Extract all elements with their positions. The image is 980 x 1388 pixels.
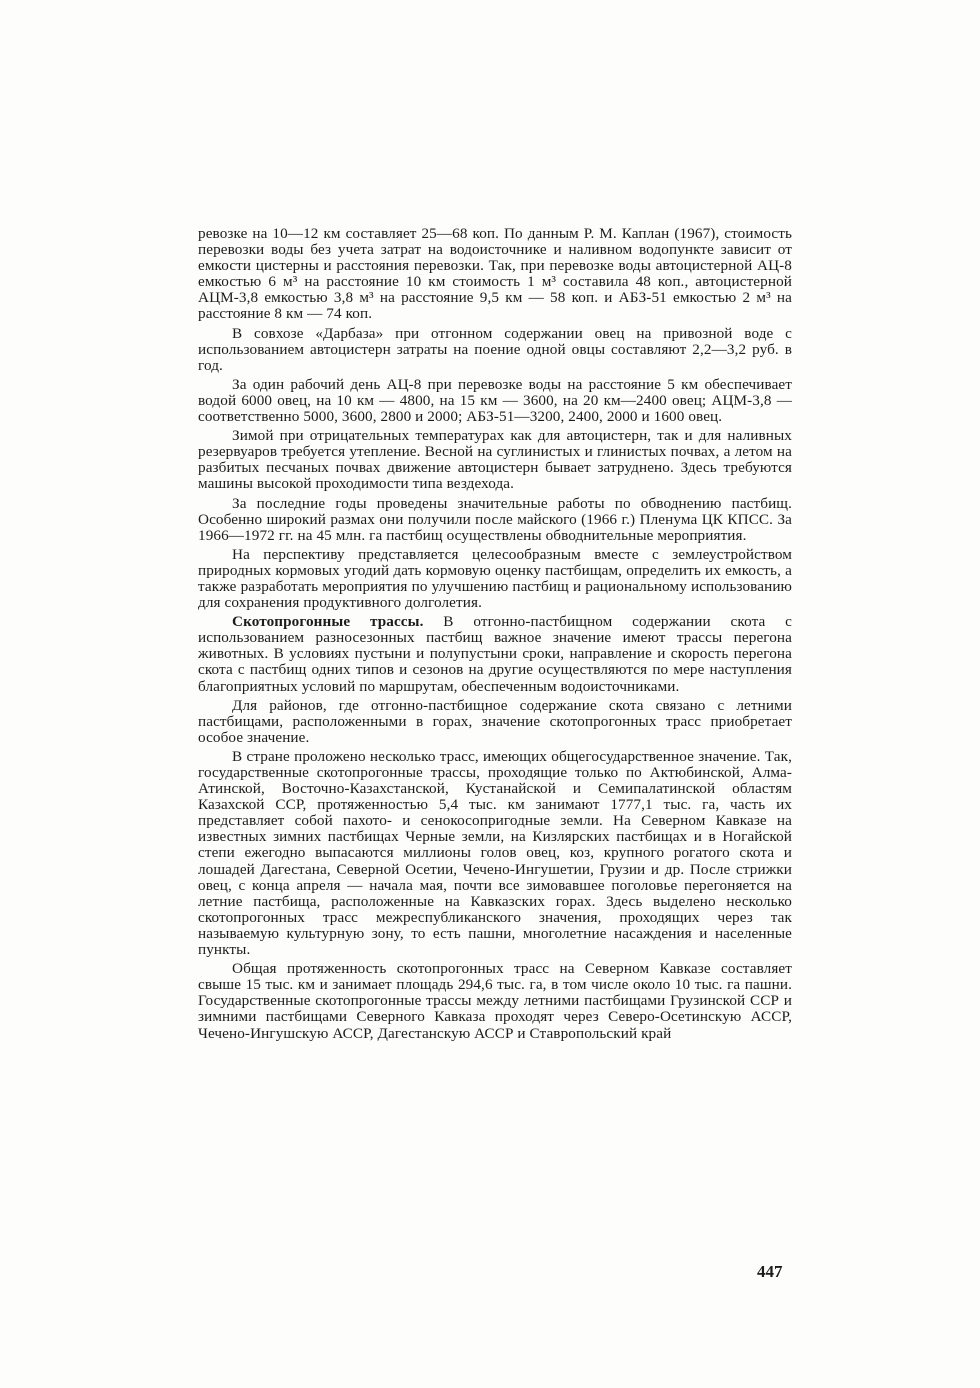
section-heading: Скотопрогонные трассы. bbox=[232, 613, 424, 631]
paragraph-7 bbox=[198, 614, 792, 694]
paragraph-6: На перспективу представляется целесообразным вместе с землеустройством природных кормовых угодий дать кормовую оценку пастбищам, определить их емкость, а также разработать мероприятия по улучшению пастбищ и рациональному использованию для сохранения продуктивного долголетия. bbox=[198, 545, 792, 612]
paragraph-2: В совхозе «Дарбаза» при отгонном содержании овец на привозной воде с использованием автоцистерн затраты на поение одной овцы составляют 2,2—3,2 руб. в год. bbox=[198, 324, 792, 374]
paragraph-3: За один рабочий день АЦ-8 при перевозке воды на расстояние 5 км обеспечивает водой 6000 овец, на 10 км — 4800, на 15 км — 3600, на 20 км—2400 овец; АЦМ-3,8 — соответственно 5000, 3600, 2800 и 2000; АБЗ-51—3200, 2400, 2000 и 1600 овец. bbox=[198, 375, 792, 426]
paragraph-5: За последние годы проведены значительные работы по обводнению пастбищ. Особенно широкий размах они получили после майского (1966 г.) Пленума ЦК КПСС. За 1966—1972 гг. на 45 млн. га пастбищ осуществлены обводнительные мероприятия. bbox=[198, 494, 792, 544]
paragraph-4: Зимой при отрицательных температурах как для автоцистерн, так и для наливных резервуаров требуется утепление. Весной на суглинистых и глинистых почвах, а летом на разбитых песчаных почвах движение автоцистерн бывает затруднено. Здесь требуются машины высокой проходимости типа вездехода. bbox=[198, 427, 792, 493]
paragraph-10: Общая протяженность скотопрогонных трасс на Северном Кавказе составляет свыше 15 тыс. км и занимает площадь 294,6 тыс. га, в том числе около 10 тыс. га пашни. Государственные скотопрогонные трассы между летними пастбищами Грузинской ССР и зимними пастбищами Северного Кавказа проходят через Северо-Осетинскую АССР, Чечено-Ингушскую АССР, Дагестанскую АССР и Ставропольский край bbox=[198, 960, 792, 1042]
page-number: 447 bbox=[757, 1262, 783, 1281]
paragraph-1: ревозке на 10—12 км составляет 25—68 коп. По данным Р. М. Каплан (1967), стоимость перевозки воды без учета затрат на водоисточнике и наливном водопункте зависит от емкости цистерны и расстояния перевозки. Так, при перевозке воды автоцистерной АЦ-8 емкостью 6 м³ на расстояние 10 км стоимость 1 м³ составила 48 коп., автоцистерной АЦМ-3,8 емкостью 3,8 м³ на расстояние 9,5 км — 58 коп. и АБЗ-51 емкостью 2 м³ на расстояние 8 км — 74 коп. bbox=[198, 225, 792, 323]
paragraph-9: В стране проложено несколько трасс, имеющих общегосударственное значение. Так, государственные скотопрогонные трассы, проходящие только по Актюбинской, Алма-Атинской, Восточно-Казахстанской, Кустанайской и Семипалатинской областям Казахской ССР, протяженностью 5,4 тыс. км занимают 1777,1 тыс. га, часть их представляет собой пахото- и сенокосопригодные земли. На Северном Кавказе на известных зимних пастбищах Черные земли, на Кизлярских пастбищах и в Ногайской степи ежегодно выпасаются миллионы голов овец, коз, крупного рогатого скота и лошадей Дагестана, Северной Осетии, Чечено-Ингушетии, Грузии и др. После стрижки овец, с конца апреля — начала мая, почти все зимовавшее поголовье перегоняется на летние пастбища, расположенные на Кавказских горах. Здесь выделено несколько скотопрогонных трасс межреспубликанского значения, проходящих через так называемую культурную зону, то есть пашни, многолетние насаждения и населенные пункты. bbox=[198, 747, 792, 959]
paragraph-8: Для районов, где отгонно-пастбищное содержание скота связано с летними пастбищами, расположенными в горах, значение скотопрогонных трасс приобретает особое значение. bbox=[198, 696, 792, 746]
body-text bbox=[198, 226, 792, 1045]
paragraph-7-text: В отгонно-пастбищном содержании скота с использованием разносезонных пастбищ важное значение имеют трассы перегона животных. В условиях пустыни и полупустыни сроки, направление и скорость перегона скота с пастбищ одних типов и сезонов на другие осуществляются по мере наступления благоприятных условий по маршрутам, обеспеченным водоисточниками. bbox=[198, 613, 792, 695]
